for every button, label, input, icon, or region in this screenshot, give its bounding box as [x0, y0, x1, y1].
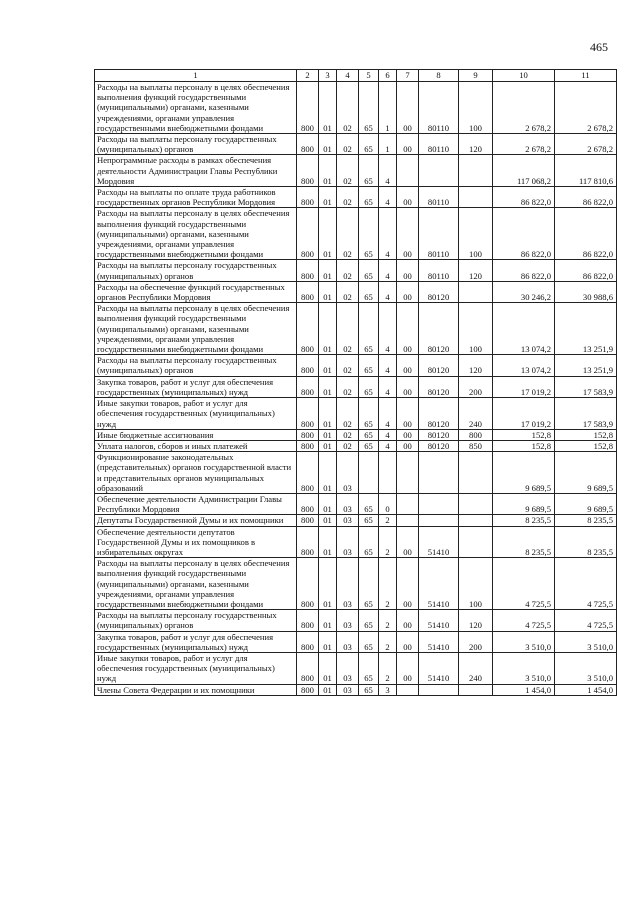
amount-cell: 2 678,2 [493, 134, 555, 155]
code-cell [459, 281, 493, 302]
page-number: 465 [590, 40, 608, 54]
expense-name-cell: Непрограммные расходы в рамках обеспечения деятельности Администрации Главы Республики Мордовия [95, 155, 297, 187]
code-cell: 01 [319, 155, 337, 187]
column-header: 3 [319, 70, 337, 82]
column-header: 2 [297, 70, 319, 82]
code-cell: 02 [337, 82, 359, 134]
amount-cell: 1 454,0 [493, 684, 555, 695]
amount-cell: 152,8 [555, 429, 617, 440]
expense-name-cell: Расходы на обеспечение функций государственных органов Республики Мордовия [95, 281, 297, 302]
code-cell: 65 [359, 155, 379, 187]
column-header: 8 [419, 70, 459, 82]
code-cell: 800 [297, 515, 319, 526]
code-cell [459, 515, 493, 526]
code-cell: 01 [319, 558, 337, 610]
amount-cell: 13 074,2 [493, 303, 555, 355]
code-cell: 03 [337, 684, 359, 695]
amount-cell: 3 510,0 [555, 652, 617, 684]
amount-cell: 17 583,9 [555, 376, 617, 397]
amount-cell: 13 251,9 [555, 355, 617, 376]
amount-cell: 9 689,5 [493, 493, 555, 514]
code-cell: 03 [337, 515, 359, 526]
amount-cell: 8 235,5 [555, 526, 617, 558]
code-cell: 4 [379, 260, 397, 281]
code-cell: 65 [359, 398, 379, 430]
code-cell: 800 [297, 526, 319, 558]
expense-name-cell: Расходы на выплаты персоналу в целях обеспечения выполнения функций государственными (муниципальными) органами, казенными учреждениями, органами управления государственными внебюджетными фондами [95, 303, 297, 355]
code-cell [459, 526, 493, 558]
amount-cell: 152,8 [493, 429, 555, 440]
amount-cell: 8 235,5 [555, 515, 617, 526]
code-cell: 4 [379, 155, 397, 187]
expense-name-cell: Обеспечение деятельности Администрации Главы Республики Мордовия [95, 493, 297, 514]
code-cell: 2 [379, 558, 397, 610]
code-cell: 800 [297, 440, 319, 451]
code-cell: 200 [459, 631, 493, 652]
code-cell: 4 [379, 355, 397, 376]
code-cell: 65 [359, 515, 379, 526]
code-cell: 100 [459, 558, 493, 610]
code-cell: 01 [319, 355, 337, 376]
code-cell: 01 [319, 452, 337, 494]
code-cell: 800 [297, 134, 319, 155]
code-cell: 80120 [419, 355, 459, 376]
code-cell: 03 [337, 610, 359, 631]
code-cell: 65 [359, 493, 379, 514]
column-header: 9 [459, 70, 493, 82]
code-cell: 01 [319, 134, 337, 155]
code-cell: 120 [459, 260, 493, 281]
code-cell: 03 [337, 452, 359, 494]
amount-cell: 2 678,2 [493, 82, 555, 134]
code-cell [359, 452, 379, 494]
code-cell: 65 [359, 376, 379, 397]
amount-cell: 86 822,0 [493, 208, 555, 260]
amount-cell: 3 510,0 [493, 631, 555, 652]
table-row [95, 376, 617, 397]
expense-name-cell: Депутаты Государственной Думы и их помощники [95, 515, 297, 526]
code-cell: 01 [319, 82, 337, 134]
code-cell: 4 [379, 398, 397, 430]
code-cell: 850 [459, 440, 493, 451]
table-header-row [95, 70, 617, 82]
amount-cell: 4 725,5 [555, 558, 617, 610]
code-cell: 02 [337, 303, 359, 355]
expense-name-cell: Иные закупки товаров, работ и услуг для обеспечения государственных (муниципальных) нужд [95, 398, 297, 430]
code-cell: 4 [379, 303, 397, 355]
table-row [95, 187, 617, 208]
code-cell: 800 [297, 303, 319, 355]
code-cell: 240 [459, 652, 493, 684]
table-row [95, 281, 617, 302]
code-cell: 00 [397, 526, 419, 558]
expense-name-cell: Члены Совета Федерации и их помощники [95, 684, 297, 695]
code-cell [419, 684, 459, 695]
code-cell: 4 [379, 281, 397, 302]
code-cell: 800 [297, 281, 319, 302]
code-cell: 01 [319, 515, 337, 526]
amount-cell: 86 822,0 [555, 208, 617, 260]
code-cell: 800 [297, 684, 319, 695]
code-cell: 00 [397, 429, 419, 440]
code-cell: 800 [297, 429, 319, 440]
code-cell: 00 [397, 303, 419, 355]
code-cell: 03 [337, 526, 359, 558]
amount-cell: 30 246,2 [493, 281, 555, 302]
code-cell: 51410 [419, 558, 459, 610]
amount-cell: 86 822,0 [493, 260, 555, 281]
expense-name-cell: Иные бюджетные ассигнования [95, 429, 297, 440]
table-row [95, 631, 617, 652]
column-header: 6 [379, 70, 397, 82]
table-row [95, 260, 617, 281]
code-cell: 120 [459, 134, 493, 155]
code-cell: 00 [397, 281, 419, 302]
code-cell: 120 [459, 355, 493, 376]
code-cell [397, 155, 419, 187]
code-cell: 800 [297, 355, 319, 376]
expense-name-cell: Расходы на выплаты по оплате труда работников государственных органов Республики Мордовия [95, 187, 297, 208]
amount-cell: 17 583,9 [555, 398, 617, 430]
amount-cell: 8 235,5 [493, 526, 555, 558]
code-cell [397, 684, 419, 695]
code-cell: 800 [297, 208, 319, 260]
code-cell: 65 [359, 652, 379, 684]
code-cell: 00 [397, 440, 419, 451]
code-cell: 800 [297, 398, 319, 430]
expense-name-cell: Иные закупки товаров, работ и услуг для обеспечения государственных (муниципальных) нужд [95, 652, 297, 684]
code-cell: 100 [459, 208, 493, 260]
expense-name-cell: Закупка товаров, работ и услуг для обеспечения государственных (муниципальных) нужд [95, 376, 297, 397]
code-cell: 800 [297, 82, 319, 134]
expense-name-cell: Расходы на выплаты персоналу государственных (муниципальных) органов [95, 355, 297, 376]
amount-cell: 117 810,6 [555, 155, 617, 187]
code-cell: 51410 [419, 652, 459, 684]
amount-cell: 13 251,9 [555, 303, 617, 355]
code-cell: 65 [359, 684, 379, 695]
code-cell: 800 [297, 260, 319, 281]
code-cell: 4 [379, 208, 397, 260]
code-cell [459, 493, 493, 514]
code-cell: 800 [297, 652, 319, 684]
table-body [95, 82, 617, 696]
table-row [95, 355, 617, 376]
code-cell: 800 [297, 631, 319, 652]
table-row [95, 134, 617, 155]
code-cell: 80120 [419, 303, 459, 355]
code-cell: 02 [337, 440, 359, 451]
code-cell [459, 452, 493, 494]
code-cell: 01 [319, 684, 337, 695]
code-cell: 80120 [419, 281, 459, 302]
expense-name-cell: Закупка товаров, работ и услуг для обеспечения государственных (муниципальных) нужд [95, 631, 297, 652]
code-cell: 80110 [419, 208, 459, 260]
code-cell: 65 [359, 187, 379, 208]
code-cell: 65 [359, 440, 379, 451]
code-cell: 03 [337, 493, 359, 514]
expense-name-cell: Расходы на выплаты персоналу в целях обеспечения выполнения функций государственными (муниципальными) органами, казенными учреждениями, органами управления государственными внебюджетными фондами [95, 82, 297, 134]
amount-cell: 9 689,5 [493, 452, 555, 494]
code-cell: 02 [337, 376, 359, 397]
expense-name-cell: Расходы на выплаты персоналу государственных (муниципальных) органов [95, 610, 297, 631]
column-header: 10 [493, 70, 555, 82]
amount-cell: 17 019,2 [493, 376, 555, 397]
code-cell: 2 [379, 526, 397, 558]
amount-cell: 4 725,5 [493, 558, 555, 610]
code-cell: 03 [337, 652, 359, 684]
amount-cell: 30 988,6 [555, 281, 617, 302]
code-cell: 65 [359, 260, 379, 281]
expense-name-cell: Расходы на выплаты персоналу государственных (муниципальных) органов [95, 260, 297, 281]
code-cell: 2 [379, 515, 397, 526]
amount-cell: 2 678,2 [555, 82, 617, 134]
amount-cell: 86 822,0 [555, 187, 617, 208]
expense-name-cell: Расходы на выплаты персоналу в целях обеспечения выполнения функций государственными (муниципальными) органами, казенными учреждениями, органами управления государственными внебюджетными фондами [95, 558, 297, 610]
code-cell: 80120 [419, 429, 459, 440]
code-cell: 02 [337, 208, 359, 260]
code-cell [379, 452, 397, 494]
amount-cell: 3 510,0 [555, 631, 617, 652]
table-row [95, 429, 617, 440]
code-cell: 00 [397, 631, 419, 652]
code-cell: 03 [337, 631, 359, 652]
code-cell: 80110 [419, 82, 459, 134]
code-cell [397, 493, 419, 514]
column-header: 1 [95, 70, 297, 82]
code-cell: 80120 [419, 440, 459, 451]
code-cell: 2 [379, 652, 397, 684]
table-row [95, 526, 617, 558]
code-cell [419, 155, 459, 187]
code-cell: 800 [297, 610, 319, 631]
code-cell: 65 [359, 208, 379, 260]
code-cell: 80110 [419, 134, 459, 155]
code-cell: 100 [459, 82, 493, 134]
code-cell: 2 [379, 610, 397, 631]
code-cell: 0 [379, 493, 397, 514]
code-cell: 01 [319, 652, 337, 684]
amount-cell: 86 822,0 [493, 187, 555, 208]
code-cell: 4 [379, 376, 397, 397]
table-row [95, 208, 617, 260]
table-row [95, 493, 617, 514]
code-cell: 80110 [419, 187, 459, 208]
code-cell: 80120 [419, 398, 459, 430]
expense-name-cell: Обеспечение деятельности депутатов Государственной Думы и их помощников в избирательных округах [95, 526, 297, 558]
code-cell: 03 [337, 558, 359, 610]
code-cell: 01 [319, 260, 337, 281]
code-cell: 65 [359, 303, 379, 355]
code-cell: 01 [319, 610, 337, 631]
code-cell: 00 [397, 652, 419, 684]
table-row [95, 155, 617, 187]
code-cell: 02 [337, 155, 359, 187]
code-cell: 00 [397, 610, 419, 631]
amount-cell: 2 678,2 [555, 134, 617, 155]
code-cell: 65 [359, 610, 379, 631]
code-cell [397, 515, 419, 526]
code-cell: 00 [397, 134, 419, 155]
code-cell: 65 [359, 134, 379, 155]
code-cell: 00 [397, 558, 419, 610]
code-cell [419, 515, 459, 526]
code-cell: 51410 [419, 526, 459, 558]
code-cell [419, 452, 459, 494]
code-cell [459, 155, 493, 187]
code-cell: 120 [459, 610, 493, 631]
amount-cell: 13 074,2 [493, 355, 555, 376]
code-cell [419, 493, 459, 514]
code-cell: 240 [459, 398, 493, 430]
code-cell: 02 [337, 398, 359, 430]
code-cell: 02 [337, 260, 359, 281]
table-row [95, 440, 617, 451]
code-cell: 02 [337, 187, 359, 208]
code-cell: 200 [459, 376, 493, 397]
column-header: 5 [359, 70, 379, 82]
code-cell: 4 [379, 187, 397, 208]
code-cell: 01 [319, 440, 337, 451]
code-cell: 01 [319, 376, 337, 397]
expense-name-cell: Расходы на выплаты персоналу в целях обеспечения выполнения функций государственными (муниципальными) органами, казенными учреждениями, органами управления государственными внебюджетными фондами [95, 208, 297, 260]
code-cell: 00 [397, 187, 419, 208]
code-cell: 00 [397, 82, 419, 134]
code-cell: 65 [359, 82, 379, 134]
table-row [95, 303, 617, 355]
column-header: 4 [337, 70, 359, 82]
amount-cell: 8 235,5 [493, 515, 555, 526]
table-row [95, 610, 617, 631]
table-row [95, 684, 617, 695]
code-cell: 00 [397, 208, 419, 260]
code-cell: 800 [459, 429, 493, 440]
amount-cell: 86 822,0 [555, 260, 617, 281]
budget-table [94, 69, 617, 696]
code-cell: 800 [297, 558, 319, 610]
code-cell: 3 [379, 684, 397, 695]
code-cell: 00 [397, 376, 419, 397]
table-row [95, 515, 617, 526]
table-row [95, 398, 617, 430]
table-row [95, 558, 617, 610]
code-cell: 51410 [419, 610, 459, 631]
code-cell [397, 452, 419, 494]
code-cell: 2 [379, 631, 397, 652]
table-row [95, 652, 617, 684]
expense-name-cell: Функционирование законодательных (представительных) органов государственной власти и представительных органов муниципальных образований [95, 452, 297, 494]
column-header: 11 [555, 70, 617, 82]
code-cell: 65 [359, 558, 379, 610]
code-cell: 800 [297, 376, 319, 397]
amount-cell: 152,8 [555, 440, 617, 451]
amount-cell: 117 068,2 [493, 155, 555, 187]
amount-cell: 17 019,2 [493, 398, 555, 430]
amount-cell: 3 510,0 [493, 652, 555, 684]
amount-cell: 9 689,5 [555, 493, 617, 514]
expense-name-cell: Уплата налогов, сборов и иных платежей [95, 440, 297, 451]
code-cell: 1 [379, 82, 397, 134]
code-cell: 01 [319, 526, 337, 558]
code-cell: 02 [337, 134, 359, 155]
code-cell: 00 [397, 260, 419, 281]
code-cell: 800 [297, 155, 319, 187]
code-cell [459, 187, 493, 208]
code-cell: 01 [319, 429, 337, 440]
code-cell: 65 [359, 281, 379, 302]
table-row [95, 82, 617, 134]
code-cell: 00 [397, 398, 419, 430]
amount-cell: 152,8 [493, 440, 555, 451]
code-cell: 02 [337, 355, 359, 376]
code-cell: 01 [319, 303, 337, 355]
code-cell: 01 [319, 208, 337, 260]
code-cell: 00 [397, 355, 419, 376]
expense-name-cell: Расходы на выплаты персоналу государственных (муниципальных) органов [95, 134, 297, 155]
amount-cell: 4 725,5 [555, 610, 617, 631]
code-cell: 1 [379, 134, 397, 155]
code-cell: 80110 [419, 260, 459, 281]
code-cell: 01 [319, 281, 337, 302]
code-cell: 80120 [419, 376, 459, 397]
code-cell: 02 [337, 429, 359, 440]
amount-cell: 9 689,5 [555, 452, 617, 494]
code-cell: 01 [319, 631, 337, 652]
code-cell: 800 [297, 493, 319, 514]
code-cell: 65 [359, 631, 379, 652]
code-cell: 01 [319, 493, 337, 514]
code-cell: 65 [359, 429, 379, 440]
code-cell: 01 [319, 398, 337, 430]
code-cell: 01 [319, 187, 337, 208]
code-cell: 51410 [419, 631, 459, 652]
code-cell: 4 [379, 429, 397, 440]
code-cell: 65 [359, 355, 379, 376]
table-row [95, 452, 617, 494]
amount-cell: 4 725,5 [493, 610, 555, 631]
code-cell: 02 [337, 281, 359, 302]
code-cell: 800 [297, 452, 319, 494]
code-cell: 100 [459, 303, 493, 355]
code-cell: 4 [379, 440, 397, 451]
column-header: 7 [397, 70, 419, 82]
code-cell: 800 [297, 187, 319, 208]
code-cell: 65 [359, 526, 379, 558]
code-cell [459, 684, 493, 695]
amount-cell: 1 454,0 [555, 684, 617, 695]
